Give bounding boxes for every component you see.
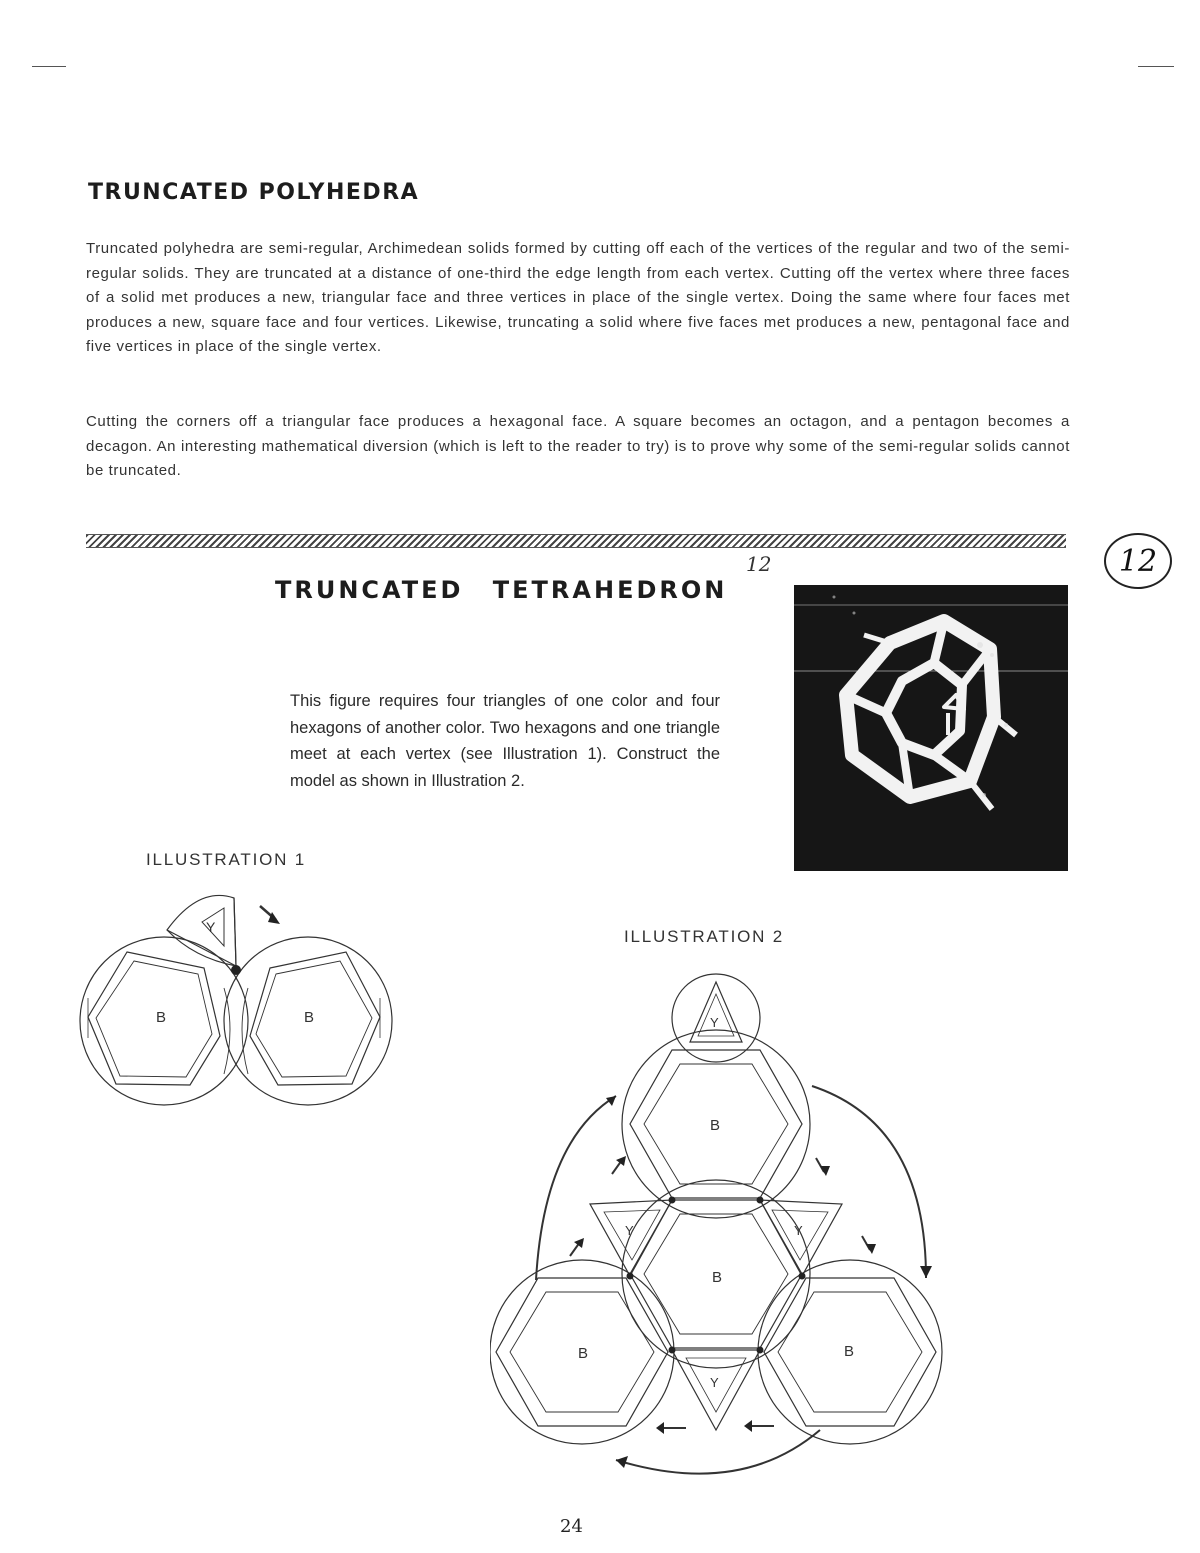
ill1-hexagon-label-1: B — [156, 1009, 167, 1026]
scan-mark-right — [1138, 66, 1174, 67]
ill2-hexagon-label-middle: B — [712, 1269, 723, 1286]
illustration-2-diagram — [490, 960, 950, 1500]
model-photo-image — [794, 585, 1068, 871]
illustration-1-label: ILLUSTRATION 1 — [146, 850, 306, 869]
ill2-triangle-label-top: Y — [710, 1015, 719, 1030]
vertex-dot — [231, 965, 241, 975]
ill2-triangle-label-bottom: Y — [710, 1375, 719, 1390]
ill2-hexagon-label-top: B — [710, 1117, 721, 1134]
model-number-badge: 12 — [1104, 533, 1172, 589]
handwritten-number: 12 — [746, 552, 772, 576]
ill2-hexagon-label-right: B — [844, 1343, 855, 1360]
intro-paragraph-2: Cutting the corners off a triangular face produces a hexagonal face. A square becomes an octagon, and a pentagon becomes a decagon. An interesting mathematical diversion (which is left to the reader to try) is to prove why some of the semi-regular solids cannot be truncated. — [86, 413, 1070, 480]
section-title: TRUNCATED POLYHEDRA — [88, 180, 420, 205]
ill1-triangle-label: Y — [206, 919, 216, 935]
intro-paragraph-1: Truncated polyhedra are semi-regular, Archimedean solids formed by cutting off each of the vertices of the regular and two of the semi-regular solids. They are truncated at a distance of one-third the edge length from each vertex. Cutting off the vertex where three faces of a solid met produces a new, triangular face and three vertices in place of the single vertex. Doing the same where four faces met produces a new, square face and four vertices. Likewise, truncating a solid where five faces met produces a new, pentagonal face and five vertices in place of the single vertex. — [86, 240, 1070, 356]
model-photo — [794, 585, 1068, 871]
ill2-triangle-label-left: Y — [625, 1223, 634, 1238]
illustration-2-label: ILLUSTRATION 2 — [624, 927, 784, 946]
scan-mark-left — [32, 66, 66, 67]
ill2-hexagon-label-left: B — [578, 1345, 589, 1362]
model-title: TRUNCATED TETRAHEDRON — [275, 576, 728, 604]
model-description: This figure requires four triangles of one color and four hexagons of another color. Two hexagons and one triangle meet at each vertex (see Illustration 1). Construct the model as shown in Illustration 2. — [290, 692, 720, 790]
illustration-1-diagram — [74, 888, 414, 1108]
rope-divider — [86, 534, 1066, 548]
page-number: 24 — [560, 1516, 583, 1537]
ill2-triangle-label-right: Y — [794, 1223, 803, 1238]
ill1-hexagon-label-2: B — [304, 1009, 315, 1026]
